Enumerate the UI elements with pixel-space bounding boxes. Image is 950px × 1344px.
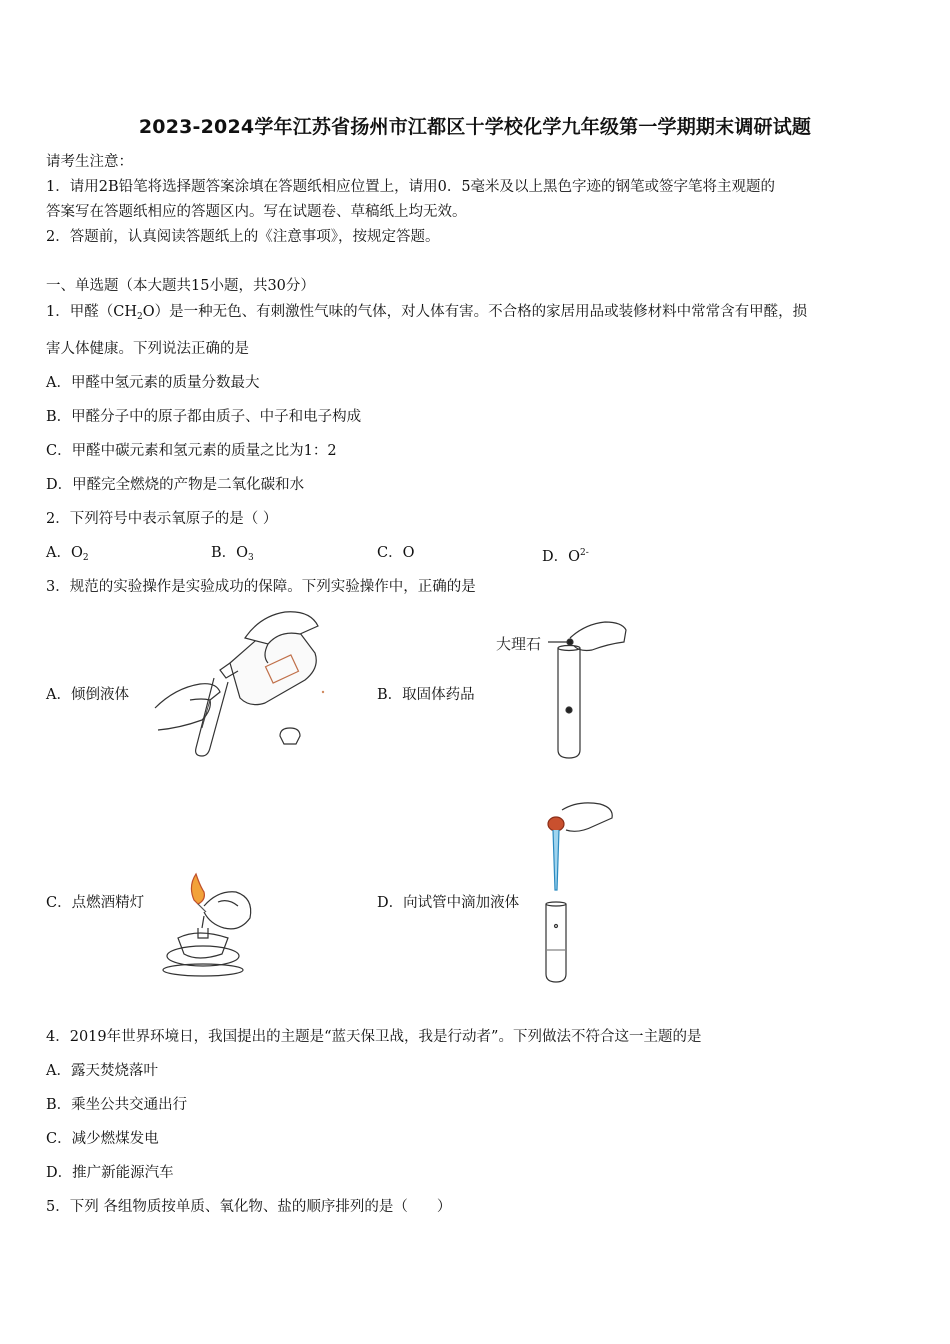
option-a-subscript: 2 bbox=[82, 553, 89, 563]
pouring-liquid-figure bbox=[150, 608, 330, 756]
option-d-symbol: D．O bbox=[542, 549, 581, 565]
notice-heading: 请考生注意： bbox=[46, 154, 133, 170]
option-b-subscript: 3 bbox=[248, 553, 254, 563]
dropper-figure bbox=[538, 800, 618, 984]
question-4-option-b: B．乘坐公共交通出行 bbox=[46, 1097, 188, 1113]
section-heading: 一、单选题（本大题共15小题，共30分） bbox=[46, 278, 315, 294]
question-2-option-b bbox=[211, 543, 254, 568]
question-2-option-a bbox=[46, 543, 89, 568]
page-title: 2023-2024学年江苏省扬州市江都区十学校化学九年级第一学期期末调研试题 bbox=[138, 116, 812, 138]
question-3-option-a: A．倾倒液体 bbox=[46, 687, 129, 703]
question-3-option-b: B．取固体药品 bbox=[377, 687, 475, 703]
question-1-option-a: A．甲醛中氢元素的质量分数最大 bbox=[46, 375, 260, 391]
question-1-stem-prefix: 1．甲醛（CH bbox=[46, 304, 137, 320]
marble-label: 大理石 bbox=[496, 635, 542, 653]
question-1-option-b: B．甲醛分子中的原子都由质子、中子和电子构成 bbox=[46, 409, 362, 425]
option-b-symbol: B．O bbox=[211, 545, 249, 561]
notice-item-1-line-2: 答案写在答题纸相应的答题区内。写在试题卷、草稿纸上均无效。 bbox=[46, 204, 467, 220]
question-4-option-a: A．露天焚烧落叶 bbox=[46, 1063, 158, 1079]
notice-item-2: 2．答题前，认真阅读答题纸上的《注意事项》，按规定答题。 bbox=[46, 229, 440, 245]
question-2-option-c: C．O bbox=[377, 545, 415, 561]
question-2-option-d bbox=[542, 543, 589, 567]
question-3-option-c: C．点燃酒精灯 bbox=[46, 895, 145, 911]
question-1-stem-line-2: 害人体健康。下列说法正确的是 bbox=[46, 341, 249, 357]
notice-item-1-line-1: 1．请用2B铅笔将选择题答案涂填在答题纸相应位置上，请用0．5毫米及以上黑色字迹的钢笔或签字笔将主观题的 bbox=[46, 179, 776, 195]
question-2-stem: 2．下列符号中表示氧原子的是（ ） bbox=[46, 511, 278, 527]
question-1-stem-suffix: O）是一种无色、有刺激性气味的气体，对人体有害。不合格的家居用品或装修材料中常常含有甲醛，损 bbox=[142, 304, 808, 320]
option-a-symbol: A．O bbox=[46, 545, 83, 561]
question-1-subscript: 2 bbox=[136, 312, 143, 322]
question-3-stem: 3．规范的实验操作是实验成功的保障。下列实验操作中，正确的是 bbox=[46, 579, 476, 595]
question-4-option-d: D．推广新能源汽车 bbox=[46, 1165, 174, 1181]
question-5-stem: 5．下列 各组物质按单质、氧化物、盐的顺序排列的是（ ） bbox=[46, 1199, 452, 1215]
solid-reagent-figure bbox=[540, 618, 630, 760]
question-1-stem bbox=[46, 302, 807, 327]
question-4-option-c: C．减少燃煤发电 bbox=[46, 1131, 159, 1147]
question-4-stem: 4．2019年世界环境日，我国提出的主题是“蓝天保卫战，我是行动者”。下列做法不符合这一主题的是 bbox=[46, 1029, 702, 1045]
question-3-option-d: D．向试管中滴加液体 bbox=[377, 895, 520, 911]
question-1-option-d: D．甲醛完全燃烧的产物是二氧化碳和水 bbox=[46, 477, 305, 493]
question-1-option-c: C．甲醛中碳元素和氢元素的质量之比为1：2 bbox=[46, 443, 337, 459]
alcohol-lamp-figure bbox=[158, 872, 258, 978]
option-d-superscript: 2- bbox=[580, 548, 589, 558]
